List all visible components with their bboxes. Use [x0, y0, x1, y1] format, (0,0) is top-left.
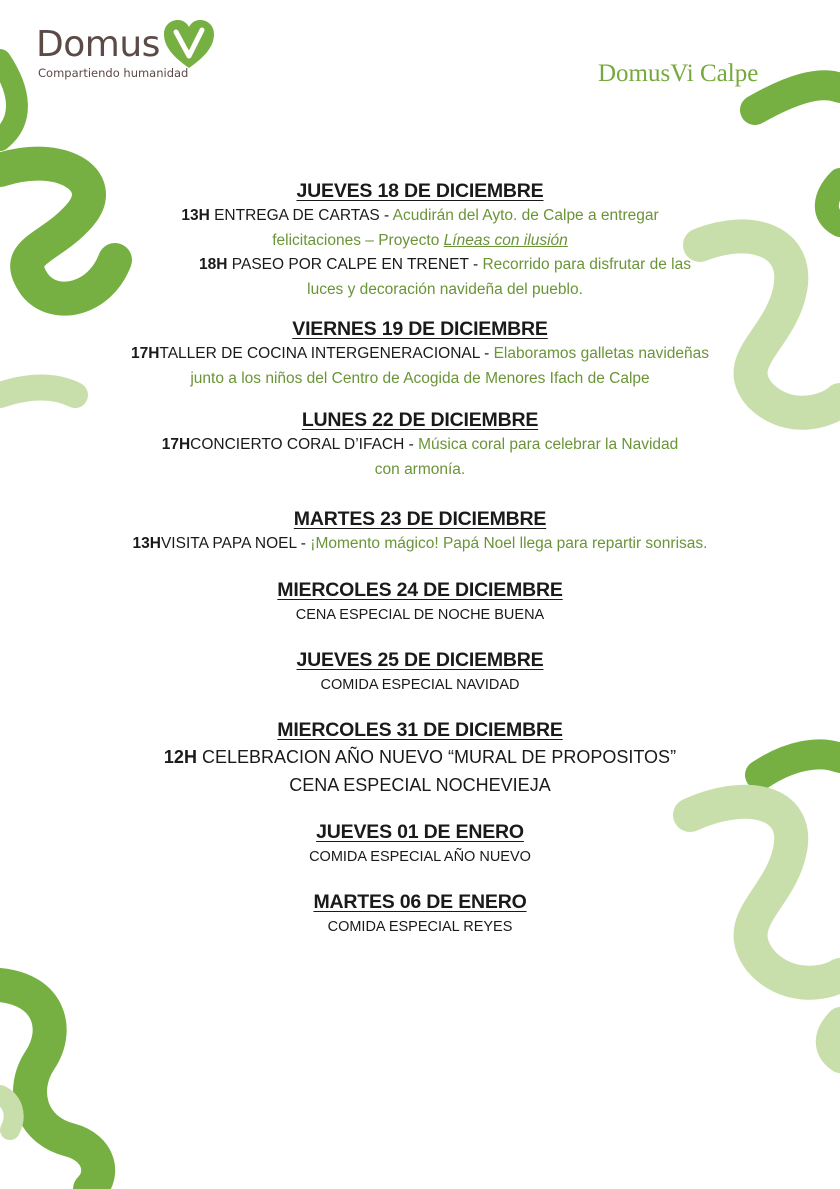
event-item [60, 204, 780, 253]
event-heading: JUEVES 01 DE ENERO [316, 820, 524, 843]
heart-v-icon [162, 18, 216, 70]
event-description: Recorrido para disfrutar de las luces y decoración navideña del pueblo. [307, 256, 691, 298]
event-description: Música coral para celebrar la Navidad con armonía. [374, 436, 679, 478]
event-title: VISITA PAPA NOEL - [160, 535, 311, 552]
event-line: COMIDA ESPECIAL REYES [327, 918, 513, 935]
event-description: Acudirán del Ayto. de Calpe a entregar felicitaciones – Proyecto [272, 207, 659, 249]
event-heading: MARTES 23 DE DICIEMBRE [293, 508, 547, 530]
event-section [60, 506, 780, 557]
event-heading: MIERCOLES 24 DE DICIEMBRE [277, 578, 563, 601]
brand-title: DomusVi Calpe [598, 60, 759, 87]
event-description: Elaboramos galletas navideñas junto a los niños del Centro de Acogida de Menores Ifach de Calpe [190, 345, 710, 387]
event-section [60, 178, 780, 302]
event-heading: VIERNES 19 DE DICIEMBRE [292, 318, 548, 340]
domusvi-logo [36, 18, 236, 88]
event-section [60, 819, 780, 869]
project-name: Líneas con ilusión [443, 231, 568, 249]
event-item [60, 253, 780, 302]
event-title: PASEO POR CALPE EN TRENET - [231, 256, 483, 273]
logo-wordmark: Domus [36, 24, 160, 65]
event-time: 17H [161, 436, 191, 453]
event-item [60, 342, 780, 391]
event-heading: JUEVES 25 DE DICIEMBRE [296, 648, 544, 671]
event-section [60, 316, 780, 391]
event-title: CELEBRACION AÑO NUEVO “MURAL DE PROPOSITOS” [201, 746, 677, 767]
event-section [60, 407, 780, 482]
event-item [60, 532, 780, 557]
event-heading: MIERCOLES 31 DE DICIEMBRE [277, 718, 563, 741]
event-heading: LUNES 22 DE DICIEMBRE [301, 409, 539, 431]
event-title: CONCIERTO CORAL D’IFACH - [190, 436, 419, 453]
event-time: 13H [132, 535, 161, 552]
event-section [60, 717, 780, 799]
event-title: ENTREGA DE CARTAS - [214, 207, 393, 224]
event-line: COMIDA ESPECIAL AÑO NUEVO [309, 848, 531, 865]
event-description: ¡Momento mágico! Papá Noel llega para repartir sonrisas. [310, 535, 708, 552]
event-line: CENA ESPECIAL NOCHEVIEJA [289, 774, 551, 795]
event-heading: MARTES 06 DE ENERO [313, 890, 527, 913]
event-time: 12H [163, 746, 197, 767]
logo-tagline: Compartiendo humanidad [38, 66, 189, 80]
event-item [60, 433, 780, 482]
event-time: 18H [199, 256, 228, 273]
event-item [60, 743, 780, 771]
event-time: 13H [181, 207, 210, 224]
event-section [60, 647, 780, 697]
event-title: TALLER DE COCINA INTERGENERACIONAL - [159, 345, 494, 362]
event-heading: JUEVES 18 DE DICIEMBRE [296, 180, 544, 202]
event-time: 17H [130, 345, 160, 362]
event-line: CENA ESPECIAL DE NOCHE BUENA [295, 606, 545, 623]
event-section [60, 889, 780, 939]
event-schedule [60, 178, 780, 939]
event-section [60, 577, 780, 627]
event-line: COMIDA ESPECIAL NAVIDAD [320, 676, 520, 693]
